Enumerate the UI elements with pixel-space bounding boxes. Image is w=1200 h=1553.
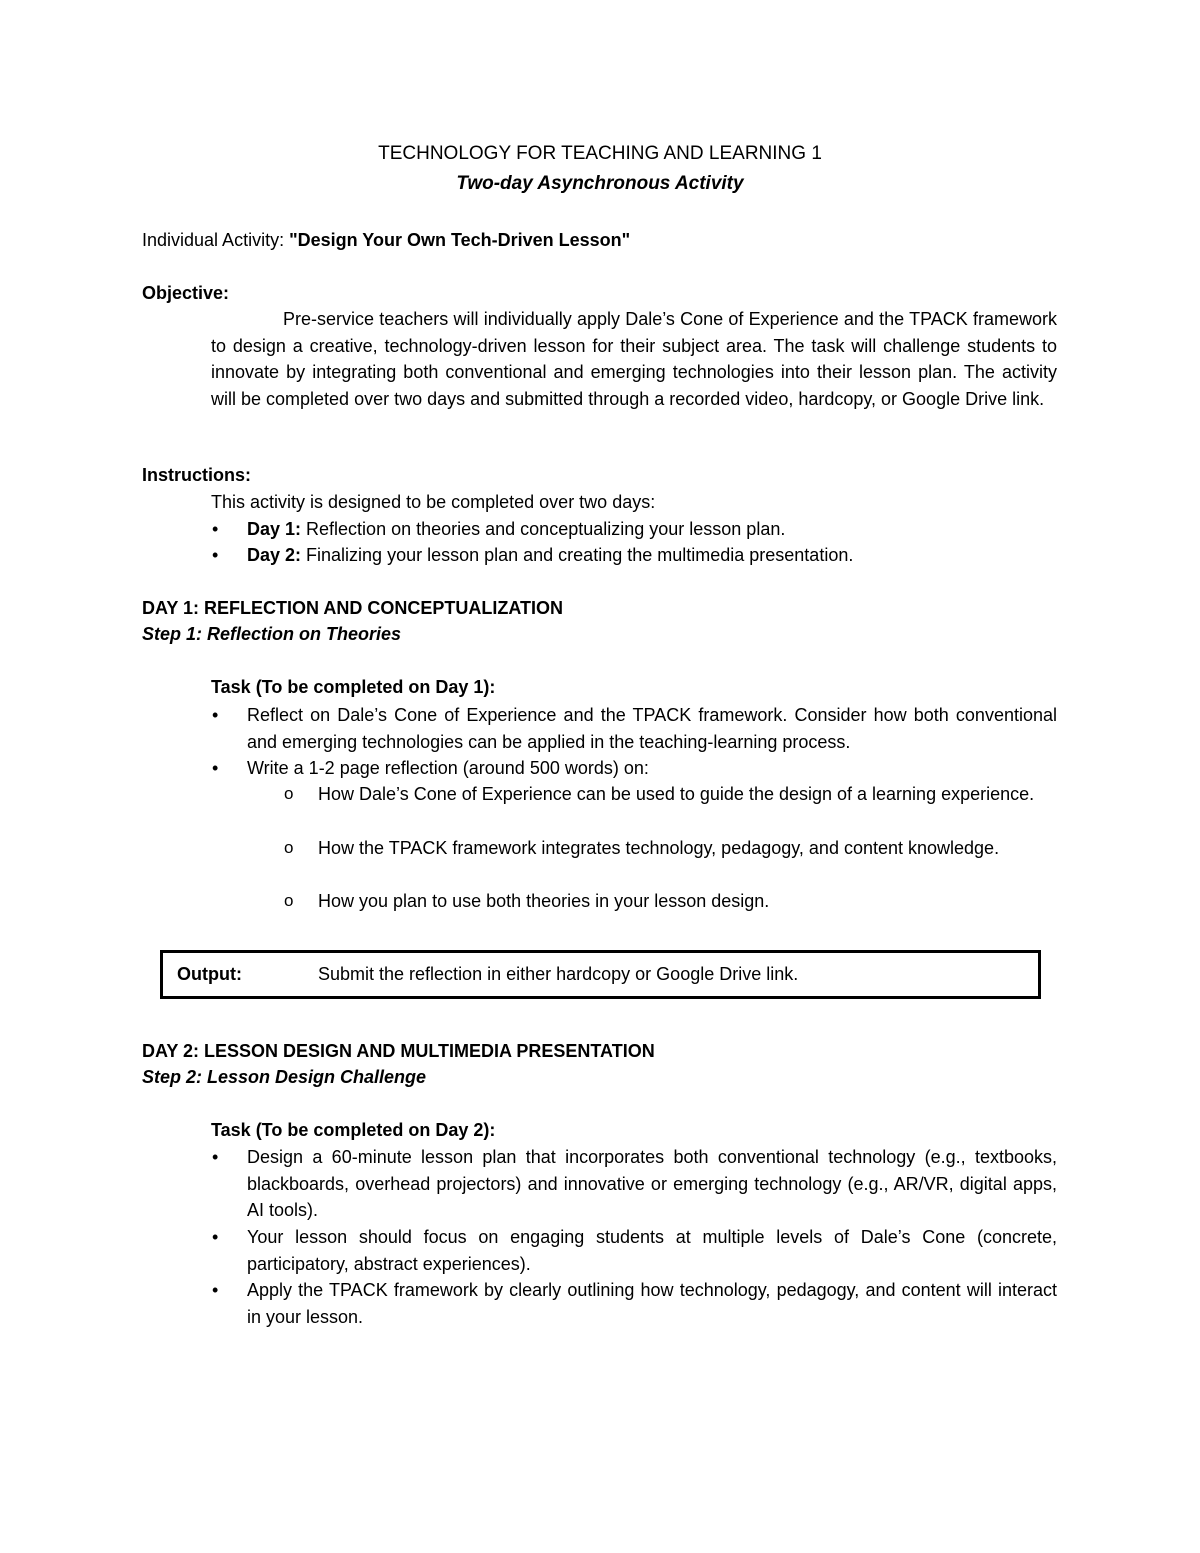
- day1-heading: DAY 1: REFLECTION AND CONCEPTUALIZATION: [142, 598, 564, 618]
- bullet-icon: •: [212, 519, 219, 539]
- sub-bullet-icon: o: [284, 784, 294, 803]
- day1-sub-bullet: How you plan to use both theories in your lesson design.: [318, 891, 770, 911]
- document-title: TECHNOLOGY FOR TEACHING AND LEARNING 1: [378, 143, 822, 164]
- bullet-icon: •: [212, 1227, 219, 1247]
- activity-name: "Design Your Own Tech-Driven Lesson": [289, 230, 631, 250]
- instructions-heading: Instructions:: [142, 465, 252, 485]
- day2-task: Task (To be completed on Day 2):: [211, 1120, 496, 1140]
- instruction-item-day1: Day 1: Reflection on theories and conceptualizing your lesson plan.: [247, 519, 786, 539]
- activity-line: [142, 227, 630, 254]
- day2-heading: DAY 2: LESSON DESIGN AND MULTIMEDIA PRESENTATION: [142, 1041, 655, 1061]
- bullet-icon: •: [212, 1280, 219, 1300]
- day2-bullet: Your lesson should focus on engaging students at multiple levels of Dale’s Cone (concrete, participatory, abstract experiences).: [247, 1227, 1057, 1274]
- bullet-icon: •: [212, 705, 219, 725]
- output-box: [160, 950, 1041, 999]
- sub-bullet-icon: o: [284, 838, 294, 857]
- day1-sub-bullet: How the TPACK framework integrates technology, pedagogy, and content knowledge.: [318, 838, 1000, 858]
- day1-sub-bullet: How Dale’s Cone of Experience can be used to guide the design of a learning experience.: [318, 784, 1035, 804]
- sub-bullet-icon: o: [284, 891, 294, 910]
- output-text: Submit the reflection in either hardcopy or Google Drive link.: [318, 964, 799, 984]
- day2-bullet: Apply the TPACK framework by clearly outlining how technology, pedagogy, and content will interact in your lesson.: [247, 1280, 1057, 1327]
- objective-heading: Objective:: [142, 283, 230, 303]
- instruction-item-day2: Day 2: Finalizing your lesson plan and creating the multimedia presentation.: [247, 545, 854, 565]
- output-label: Output:: [177, 964, 242, 984]
- objective-paragraph: [211, 306, 1057, 412]
- document-subtitle: Two-day Asynchronous Activity: [456, 173, 744, 194]
- bullet-icon: •: [212, 1147, 219, 1167]
- day1-step: Step 1: Reflection on Theories: [142, 624, 402, 644]
- day1-task: Task (To be completed on Day 1):: [211, 677, 496, 697]
- day1-bullet: Write a 1-2 page reflection (around 500 words) on:: [247, 758, 649, 778]
- day2-step: Step 2: Lesson Design Challenge: [142, 1067, 427, 1087]
- instructions-intro: This activity is designed to be completed over two days:: [211, 492, 656, 512]
- activity-label: Individual Activity:: [142, 230, 290, 250]
- day2-bullet: Design a 60-minute lesson plan that incorporates both conventional technology (e.g., textbooks, blackboards, overhead projectors) and innovative or emerging technology (e.g., AR/VR, digital apps, AI tools).: [247, 1147, 1057, 1220]
- day1-bullet: Reflect on Dale’s Cone of Experience and the TPACK framework. Consider how both conventional and emerging technologies can be applied in the teaching-learning process.: [247, 705, 1057, 752]
- bullet-icon: •: [212, 758, 219, 778]
- bullet-icon: •: [212, 545, 219, 565]
- objective-text: Pre-service teachers will individually apply Dale’s Cone of Experience and the TPACK framework to design a creative, technology-driven lesson for their subject area. The task will challenge students to innovate by integrating both conventional and emerging technologies into their lesson plan. The activity will be completed over two days and submitted through a recorded video, hardcopy, or Google Drive link.: [211, 309, 1057, 409]
